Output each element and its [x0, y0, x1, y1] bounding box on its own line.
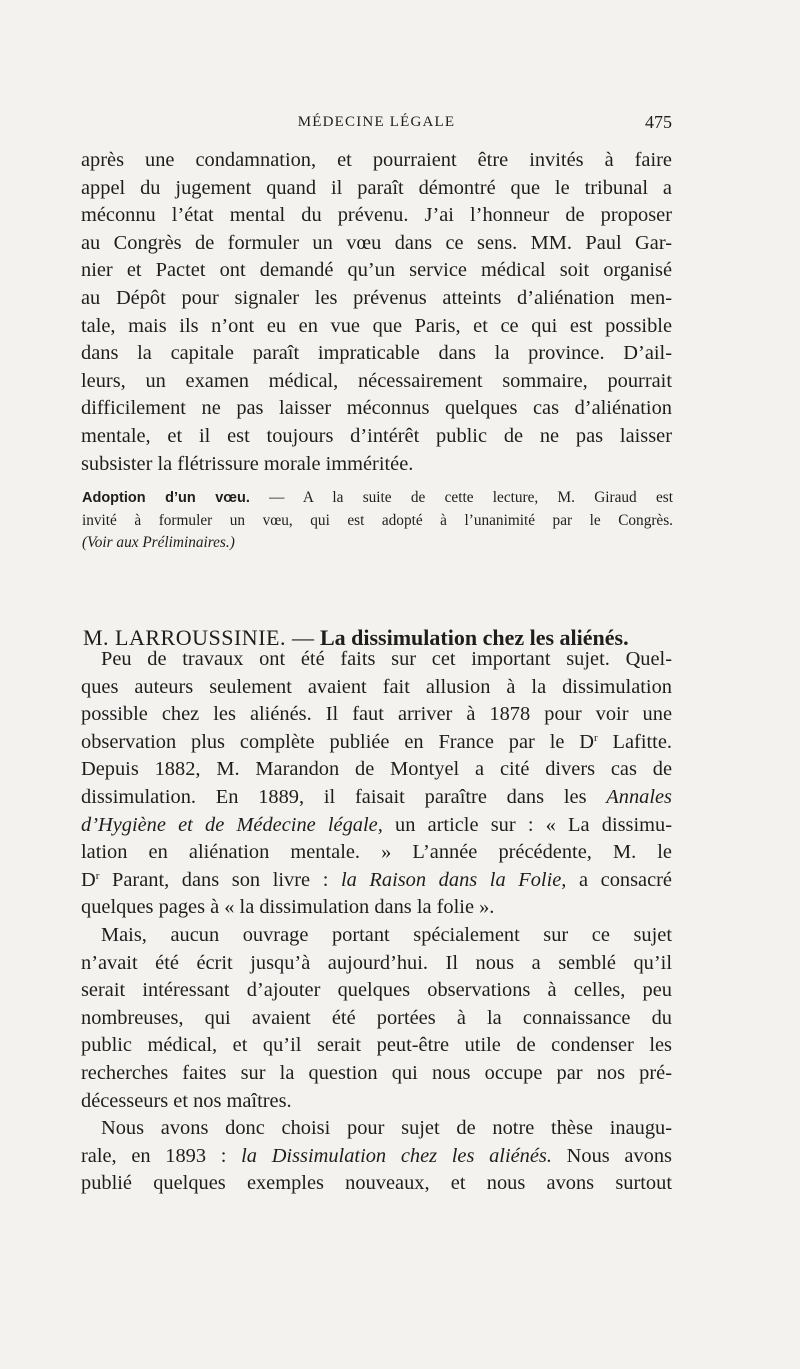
section-title: La dissimulation chez les aliénés.: [314, 625, 629, 650]
text-line: [81, 812, 672, 840]
text-line: [81, 784, 672, 812]
superscript: r: [95, 869, 100, 882]
text-line: public médical, et qu’il serait peut-être utile de condenser les: [81, 1034, 672, 1057]
paragraph-2: [81, 646, 672, 922]
text-run: dissimulation. En 1889, il faisait paraître dans les: [81, 785, 607, 808]
text-line: lation en aliénation mentale. » L’année précédente, M. le: [81, 841, 672, 864]
text-line: Mais, aucun ouvrage portant spécialement sur ce sujet: [101, 924, 672, 946]
text-line: [81, 1143, 672, 1171]
text-run: observation plus complète publiée en France par le D: [81, 730, 595, 753]
section-author: M. LARROUSSINIE. —: [83, 625, 315, 650]
superscript: r: [594, 731, 598, 744]
adoption-line2: invité à formuler un vœu, qui est adopté à l’unanimité par le Congrès.: [82, 511, 673, 529]
preliminaires-reference: (Voir aux Préliminaires.): [82, 533, 235, 551]
text-line: recherches faites sur la question qui nous occupe par nos pré-: [81, 1061, 672, 1084]
page-number: 475: [645, 112, 672, 132]
text-line: décesseurs et nos maîtres.: [81, 1089, 292, 1112]
text-run: a consacré: [566, 868, 672, 891]
text-line: nombreuses, qui avaient été portées à la connaissance du: [81, 1006, 672, 1029]
text-line: quelques pages à « la dissimulation dans la folie ».: [81, 896, 495, 919]
text-run: Lafitte.: [597, 730, 672, 753]
text-line: tale, mais ils n’ont eu en vue que Paris, et ce qui est possible: [81, 314, 672, 337]
paragraph-1: [81, 147, 672, 478]
text-line: mentale, et il est toujours d’intérêt public de ne pas laisser: [81, 424, 672, 447]
text-line: [82, 487, 673, 510]
adoption-note: [82, 487, 673, 553]
italic-title: Annales: [606, 785, 672, 808]
text-line: publié quelques exemples nouveaux, et nous avons surtout: [81, 1172, 672, 1195]
text-line: appel du jugement quand il paraît démontré que le tribunal a: [81, 176, 672, 199]
italic-title: d’Hygiène et de Médecine légale,: [81, 813, 383, 836]
paragraph-3: [81, 922, 672, 1115]
text-line: Depuis 1882, M. Marandon de Montyel a cité divers cas de: [81, 758, 672, 781]
text-line: serait intéressant d’ajouter quelques observations à celles, peu: [81, 979, 672, 1002]
text-run: un article sur : « La dissimu-: [382, 813, 672, 836]
text-line: difficilement ne pas laisser méconnus quelques cas d’aliénation: [81, 397, 672, 420]
text-line: au Dépôt pour signaler les prévenus atteints d’aliénation men-: [81, 286, 672, 309]
text-line: Nous avons donc choisi pour sujet de notre thèse inaugu-: [101, 1117, 672, 1139]
text-line: ques auteurs seulement avaient fait allusion à la dissimulation: [81, 675, 672, 698]
running-title: MÉDECINE LÉGALE: [297, 114, 456, 130]
text-line: après une condamnation, et pourraient être invités à faire: [81, 149, 672, 171]
text-line: nier et Pactet ont demandé qu’un service médical soit organisé: [81, 259, 672, 282]
adoption-line1: — A la suite de cette lecture, M. Giraud est: [249, 489, 673, 506]
text-run: Nous avons: [551, 1144, 672, 1167]
adoption-label: Adoption d’un vœu.: [82, 490, 250, 506]
text-run: rale, en 1893 :: [81, 1144, 242, 1167]
page-header: [81, 114, 672, 136]
text-line: n’avait été écrit jusqu’à aujourd’hui. Il nous a semblé qu’il: [81, 951, 672, 974]
text-run: D: [81, 868, 96, 891]
text-line: [81, 729, 672, 757]
text-line: Peu de travaux ont été faits sur cet important sujet. Quel-: [101, 648, 672, 670]
text-line: [82, 532, 673, 554]
italic-title: la Dissimulation chez les aliénés.: [241, 1144, 552, 1167]
text-line: méconnu l’état mental du prévenu. J’ai l’honneur de proposer: [81, 204, 672, 227]
paragraph-4: [81, 1115, 672, 1198]
italic-title: la Raison dans la Folie,: [340, 868, 567, 891]
text-run: Parant, dans son livre :: [99, 868, 341, 891]
text-line: [81, 867, 672, 895]
text-line: au Congrès de formuler un vœu dans ce sens. MM. Paul Gar-: [81, 231, 672, 254]
text-line: leurs, un examen médical, nécessairement sommaire, pourrait: [81, 369, 672, 392]
text-line: dans la capitale paraît impraticable dans la province. D’ail-: [81, 342, 672, 365]
text-line: possible chez les aliénés. Il faut arriver à 1878 pour voir une: [81, 703, 672, 726]
text-line: subsister la flétrissure morale imméritée.: [81, 452, 414, 475]
